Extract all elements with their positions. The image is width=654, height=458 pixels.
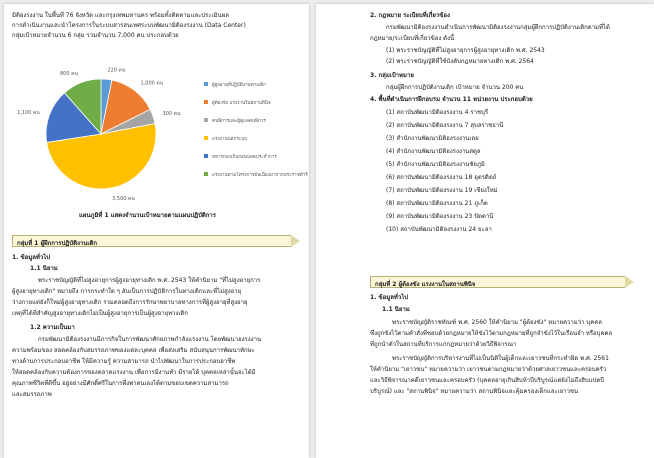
legend-label: ทหารกองเกินก่อนปลดประจำการ bbox=[212, 155, 277, 160]
group2-banner-label: กลุ่มที่ 2 ผู้ต้องขัง แรงงานในสถานพินิจ bbox=[375, 281, 476, 288]
pie-value-label: 1,000 คน bbox=[140, 80, 164, 87]
pie-value-label: 800 คน bbox=[60, 71, 78, 78]
group1-banner-label: กลุ่มที่ 1 ผู้ฝึกการปฏิบัติงานเดิก bbox=[17, 240, 97, 247]
figure-caption: แผนภูมิที่ 1 แสดงจำนวนเป้าหมายตามแผนปฏิบัติการ bbox=[79, 212, 217, 219]
body-line: กลุ่มผู้ฝึกการปฏิบัติงานเดิก เป้าหมาย จำนวน 200 คน bbox=[386, 84, 524, 91]
pie-value-label: 1,100 คน bbox=[17, 110, 40, 117]
section-heading: 3. กลุ่มเป้าหมาย bbox=[370, 72, 414, 79]
legend-swatch bbox=[204, 154, 208, 158]
list-item: (2) สถาบันพัฒนามิติองรงงาน 7 สุบลราชธานี bbox=[386, 122, 504, 129]
legend-label: ผู้สูงอายุที่ปฏิบัติงานทางเดิก bbox=[212, 83, 266, 88]
body-line: กรมพัฒนามิติองรงงานดำเนินการพัฒนามิติองรงงานกลุ่มผู้ฝึกการปฏิบัติงานเดิกตามที่ได้ bbox=[386, 24, 610, 31]
body-line: กฎหมาย/ระเบียบที่เกี่ยวข้อง ดังนี้ bbox=[370, 35, 455, 42]
section-heading: 1. ข้อมูลทั่วไป bbox=[370, 294, 409, 301]
body-line: กรมพัฒนามิติองรงงานมีภารกิจในการพัฒนาศักยภาพกำลังแรงงาน โดยพัฒนาองรงงาน bbox=[38, 336, 262, 343]
legend-swatch bbox=[204, 172, 208, 176]
group1-banner bbox=[12, 235, 291, 247]
legend-swatch bbox=[204, 118, 208, 122]
body-line: ที่ถูกนำตัวในสถานที่บริการแก่กฎหมายว่าด้วยวิธีพิจารณา bbox=[370, 341, 517, 348]
list-item: (7) สถาบันพัฒนามิติองรงงาน 19 เชียงใหม่ bbox=[386, 187, 498, 194]
intro-line: มิติองรงงาน ในพื้นที่ 76 จังหวัด และกรุงเทพมหานคร พร้อมทั้งติดตามและประเมินผล bbox=[12, 12, 229, 19]
group2-banner bbox=[370, 276, 625, 288]
subsection-heading: 1.2 ความเป็นมา bbox=[30, 324, 75, 331]
intro-line: กลุ่มเป้าหมายจำนวน 6 กลุ่ม รวมจำนวน 7,000 คน ประกอบด้วย bbox=[12, 32, 179, 39]
body-line: ทางด้านการประกอบอาชีพ ให้มีความรู้ ความสามารถ นำไปพัฒนาในการประกอบอาชีพ bbox=[12, 358, 236, 365]
legend-swatch bbox=[204, 82, 208, 86]
page-1 bbox=[4, 4, 309, 458]
body-line: และสมรรถภาพ bbox=[12, 391, 52, 398]
list-item: (5) สำนักงานพัฒนามิติองรงงานชัยภูมิ bbox=[386, 161, 485, 168]
legend-label: ผู้ต้องขัง แรงงานในสถานพินิจ bbox=[212, 101, 271, 106]
body-line: เหตุที่ได้ที่สำคัญสูงอายุทางเดิกไม่เป็นผู้สูงอายุการเป็นผู้สูงอายุทางเดิก bbox=[12, 310, 188, 317]
list-item: (4) สำนักงานพัฒนามิติองรงงานสตูล bbox=[386, 148, 481, 155]
body-line: พระราชบัญญัติราชทัณฑ์ พ.ศ. 2560 ให้คำนิยาม "ผู้ต้องขัง" หมายความว่า บุคคล bbox=[392, 319, 602, 326]
body-line: ความพร้อมของ สอดคล้องกับสมรรถภาพของแต่ละบุคคล เพื่อส่งเสริม สนับสนุนการพัฒนาทักษะ bbox=[12, 347, 255, 354]
body-line: ซึ่งถูกขังไว้ตามคำสั่งที่ชอบด้วยกฎหมายให้ขังไว้ตามกฎหมายที่ถูกจำขังไว้ในเรือนจำ หรือบุคคล bbox=[370, 330, 613, 337]
list-item: (10) สถาบันพัฒนามิติองรงงาน 24 ยะลา bbox=[386, 226, 492, 233]
body-line: บริบูรณ์) และ "สถานพินิจ" หมายความว่า สถานพินิจและคุ้มครองเด็กและเยาวชน bbox=[370, 388, 579, 395]
pie-value-label: 3,500 คน bbox=[112, 196, 135, 203]
page-2 bbox=[316, 4, 654, 458]
list-item: (2) พระราชบัญญัติที่ใช้บังคับกฎหมายทางเดิก พ.ศ. 2564 bbox=[386, 58, 534, 65]
body-line: ให้สอดคล้องกับความต้องการของตลาดแรงงาน เพื่อการมีงานทำ มีรายได้ บุคคลเหล่านั้นจะได้มี bbox=[12, 369, 256, 376]
banner-arrow-icon bbox=[625, 276, 634, 288]
legend-label: แรงงานตามโครงการอันเนื่องมาจากพระราชดำริ bbox=[212, 173, 308, 178]
body-line: และวิธีพิจารณาคดีเยาวชนและครอบครัว (บุคคลอายุเกินสิบห้าปีบริบูรณ์แต่ยังไม่ถึงสิบแปดปี bbox=[370, 377, 605, 384]
pie-chart bbox=[4, 66, 309, 206]
legend-swatch bbox=[204, 136, 208, 140]
pie-value-label: 220 คน bbox=[107, 67, 126, 74]
list-item: (3) สำนักงานพัฒนามิติองรงงานเลย bbox=[386, 135, 479, 142]
pie-value-label: 300 คน bbox=[162, 111, 181, 118]
list-item: (1) พระราชบัญญัติที่ไม่สูงอายุการผู้สูงอายุทางเดิก พ.ศ. 2543 bbox=[386, 47, 545, 54]
legend-label: แรงงานนอกระบบ bbox=[212, 137, 248, 142]
banner-arrow-icon bbox=[291, 235, 300, 247]
list-item: (6) สถาบันพัฒนามิติองรงงาน 18 อุตรดิตถ์ bbox=[386, 174, 497, 181]
legend-label: คนพิการและผู้ดูแลคนพิการ bbox=[212, 119, 266, 124]
body-line: คุณภาพชีวิตที่ดีขึ้น อยู่อย่างมีศักดิ์ศรีในการพึ่งพาตนเองได้ตามขอบเขตความสามารถ bbox=[12, 380, 229, 387]
body-line: พระราชบัญญัติการบริหารงานที่ไม่เป็นนิติในผู้เด็กและเยาวชนที่กระทำผิด พ.ศ. 2561 bbox=[392, 355, 609, 362]
list-item: (1) สถาบันพัฒนามิติองรงงาน 4 ราชบุรี bbox=[386, 109, 489, 116]
legend-swatch bbox=[204, 100, 208, 104]
intro-line: การดำเนินงานและนำโครงการในระบบสารสนเทศระบบพัฒนามิติองรงงาน (Data Center) bbox=[12, 22, 246, 29]
body-line: ว่างกายแต่ยังก็ใหม่ผู้สูงอายุทางเดิก รวมตลอดถึงการรักษาพยาบาลทางการที่ผู้สูงอายุที่สูงอายุ bbox=[12, 299, 248, 306]
section-heading: 4. พื้นที่ดำเนินการฝึกอบรม จำนวน 11 หน่วยงาน ประกอบด้วย bbox=[370, 96, 533, 103]
section-heading: 2. กฎหมาย ระเบียบที่เกี่ยวข้อง bbox=[370, 12, 450, 19]
subsection-heading: 1.1 นิยาม bbox=[30, 265, 58, 272]
body-line: ให้คำนิยาม "เยาวชน" หมายความว่า เยาวชนตามกฎหมายว่าด้วยศาลเยาวชนและครอบครัว bbox=[370, 366, 607, 373]
list-item: (9) สถาบันพัฒนามิติองรงงาน 23 ปัตตานี bbox=[386, 213, 494, 220]
body-line: ผู้สูงอายุทางเดิก" หมายถึง การกระทำใด ๆ อันเป็นการปฏิบัติการในทางเดิกและที่ไม่สูงอายุ bbox=[12, 288, 242, 295]
section-heading: 1. ข้อมูลทั่วไป bbox=[12, 254, 51, 261]
list-item: (8) สถาบันพัฒนามิติองรงงาน 21 ภูเก็ต bbox=[386, 200, 488, 207]
body-line: พระราชบัญญัติที่ไม่สูงอายุการผู้สูงอายุทางเดิก พ.ศ. 2543 ให้คำนิยาม "ที่ไม่สูงอายุการ bbox=[38, 277, 261, 284]
subsection-heading: 1.1 นิยาม bbox=[382, 306, 410, 313]
